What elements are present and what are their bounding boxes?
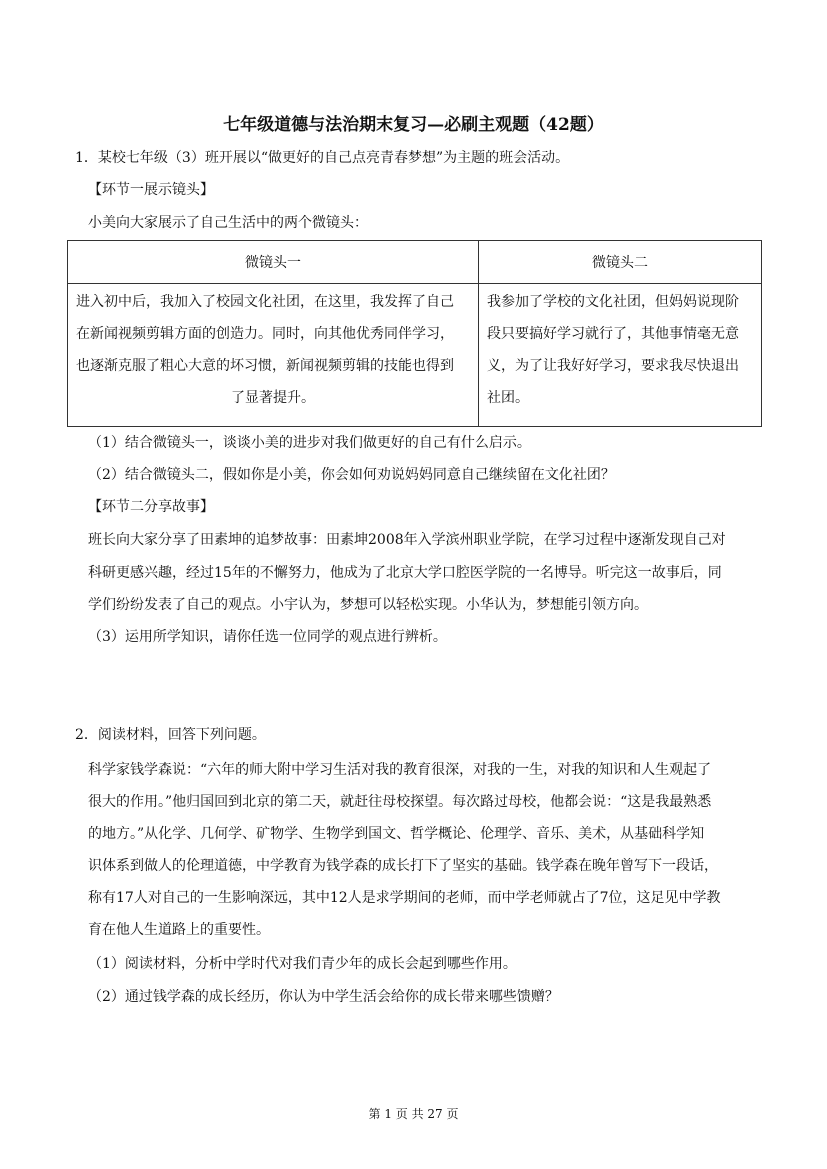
material-line: 称有17人对自己的一生影响深远，其中12人是求学期间的老师，而中学老师就占了7位，这足见中学教 (88, 890, 721, 906)
material-line: 育在他人生道路上的重要性。 (88, 922, 270, 938)
sub-question: （2）结合微镜头二，假如你是小美，你会如何劝说妈妈同意自己继续留在文化社团？ (88, 467, 615, 483)
question-1-intro: 小美向大家展示了自己生活中的两个微镜头： (88, 215, 368, 231)
cell-line: 进入初中后，我加入了校园文化社团，在这里，我发挥了自己 (76, 294, 454, 310)
cell-line: 在新闻视频剪辑方面的创造力。同时，向其他优秀同伴学习， (76, 326, 454, 342)
section-heading: 【环节一展示镜头】 (88, 182, 214, 198)
question-1-stem: 1．某校七年级（3）班开展以“做更好的自己点亮青春梦想”为主题的班会活动。 (75, 150, 570, 166)
story-line: 科研更感兴趣，经过15年的不懈努力，他成为了北京大学口腔医学院的一名博导。听完这一故事后，同 (88, 565, 722, 581)
sub-question: （2）通过钱学森的成长经历，你认为中学生活会给你的成长带来哪些馈赠？ (88, 989, 559, 1005)
table-header: 微镜头一 (68, 241, 479, 284)
document-title: 七年级道德与法治期末复习—必刷主观题（42题） (223, 115, 604, 135)
material-line: 科学家钱学森说：“六年的师大附中学习生活对我的教育很深，对我的一生，对我的知识和人生观起了 (88, 762, 712, 778)
scene-table (67, 240, 762, 427)
sub-question: （1）结合微镜头一，谈谈小美的进步对我们做更好的自己有什么启示。 (88, 435, 531, 451)
material-line: 很大的作用。”他归国回到北京的第二天，就赶往母校探望。每次路过母校，他都会说：“这是我最熟悉 (88, 794, 712, 810)
cell-line: 也逐渐克服了粗心大意的坏习惯，新闻视频剪辑的技能也得到 (76, 358, 454, 374)
material-line: 识体系到做人的伦理道德，中学教育为钱学森的成长打下了坚实的基础。钱学森在晚年曾写下一段话， (88, 858, 718, 874)
cell-line: 我参加了学校的文化社团，但妈妈说现阶 (487, 294, 739, 310)
story-line: 学们纷纷发表了自己的观点。小宇认为，梦想可以轻松实现。小华认为，梦想能引领方向。 (88, 597, 648, 613)
sub-question: （1）阅读材料，分析中学时代对我们青少年的成长会起到哪些作用。 (88, 956, 517, 972)
question-2-stem: 2．阅读材料，回答下列问题。 (75, 727, 266, 743)
cell-line: 了显著提升。 (231, 390, 315, 406)
page-footer: 第 1 页 共 27 页 (368, 1107, 459, 1121)
cell-line: 社团。 (487, 390, 529, 406)
section-heading: 【环节二分享故事】 (88, 499, 214, 515)
table-cell (68, 284, 479, 427)
cell-line: 段只要搞好学习就行了，其他事情毫无意 (487, 326, 739, 342)
sub-question: （3）运用所学知识，请你任选一位同学的观点进行辨析。 (88, 629, 447, 645)
story-line: 班长向大家分享了田素坤的追梦故事：田素坤2008年入学滨州职业学院，在学习过程中逐渐发现自己对 (88, 532, 726, 548)
table-cell (479, 284, 762, 427)
table-header: 微镜头二 (479, 241, 762, 284)
material-line: 的地方。”从化学、几何学、矿物学、生物学到国文、哲学概论、伦理学、音乐、美术，从基础科学知 (88, 826, 705, 842)
cell-line: 义，为了让我好好学习，要求我尽快退出 (487, 358, 739, 374)
